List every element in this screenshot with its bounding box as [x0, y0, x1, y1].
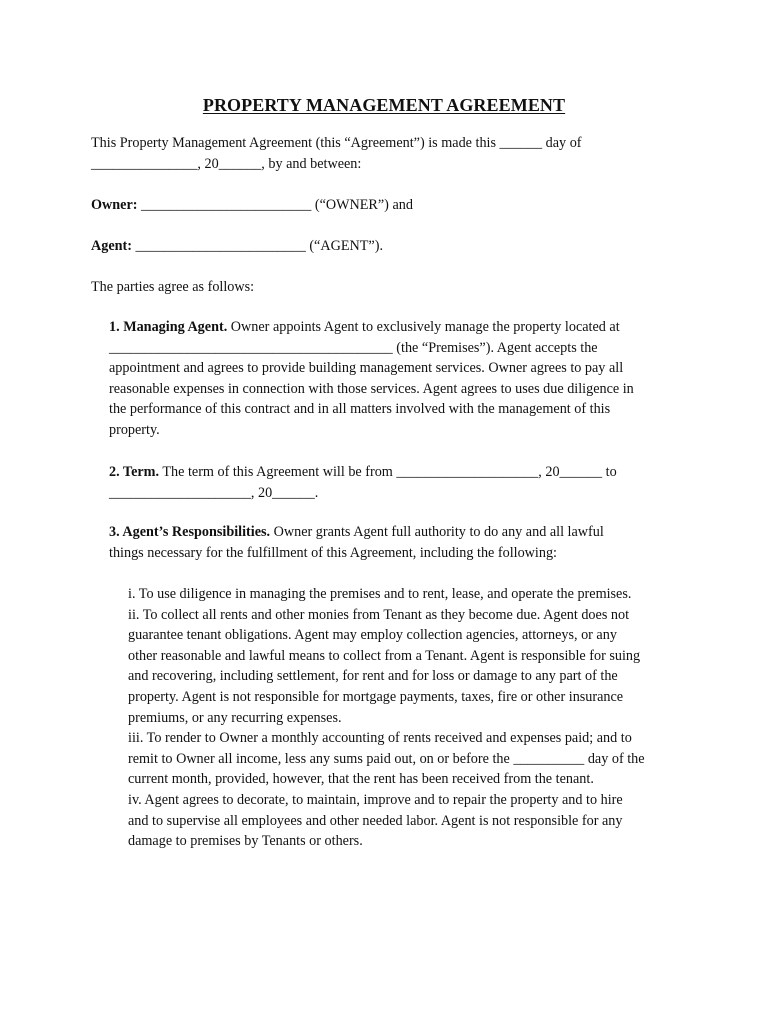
list-item: damage to premises by Tenants or others.	[128, 833, 363, 850]
agent-text: ________________________ (“AGENT”).	[131, 238, 383, 254]
list-item: premiums, or any recurring expenses.	[128, 709, 342, 726]
section-1-line: the performance of this contract and in all matters involved with the management of this	[109, 401, 611, 418]
section-1-heading: 1. Managing Agent.	[109, 319, 228, 335]
list-item: and to supervise all employees and other needed labor. Agent is not responsible for any	[128, 812, 623, 829]
intro-line-2: _______________, 20______, by and between:	[91, 155, 362, 172]
owner-line	[91, 195, 413, 216]
responsibilities-list	[128, 584, 645, 852]
agent-line	[91, 236, 383, 257]
section-1-line: property.	[109, 421, 160, 438]
list-item: remit to Owner all income, less any sums paid out, on or before the __________ day of the	[128, 750, 645, 767]
owner-text: ________________________ (“OWNER”) and	[137, 197, 413, 213]
owner-label: Owner:	[91, 197, 138, 213]
list-item: i. To use diligence in managing the premises and to rent, lease, and operate the premises.	[128, 586, 632, 602]
section-1-first-line	[109, 317, 634, 338]
list-item: guarantee tenant obligations. Agent may employ collection agencies, attorneys, or any	[128, 627, 617, 644]
section-2-line-1: The term of this Agreement will be from ____________________, 20______ to	[159, 464, 617, 480]
section-1-line: ________________________________________ (the “Premises”). Agent accepts the	[109, 339, 598, 356]
section-3-first-line	[109, 522, 604, 543]
intro-paragraph	[91, 133, 582, 174]
section-3-line-2: things necessary for the fulfillment of this Agreement, including the following:	[109, 544, 557, 561]
section-3-heading: 3. Agent’s Responsibilities.	[109, 524, 271, 540]
list-item: and recovering, including settlement, for rent and for loss or damage to any part of the	[128, 668, 618, 685]
section-1-line: appointment and agrees to provide building management services. Owner agrees to pay all	[109, 360, 624, 377]
intro-line-1: This Property Management Agreement (this “Agreement”) is made this ______ day of	[91, 135, 582, 151]
list-item: other reasonable and lawful means to collect from a Tenant. Agent is responsible for suing	[128, 647, 641, 664]
section-managing-agent	[109, 317, 634, 441]
document-title: PROPERTY MANAGEMENT AGREEMENT	[202, 95, 566, 115]
section-agent-responsibilities	[109, 522, 604, 563]
section-2-first-line	[109, 462, 617, 483]
list-item: iii. To render to Owner a monthly accounting of rents received and expenses paid; and to	[128, 730, 632, 747]
parties-statement: The parties agree as follows:	[91, 279, 255, 295]
list-item: property. Agent is not responsible for mortgage payments, taxes, fire or other insurance	[128, 688, 624, 705]
list-item: current month, provided, however, that the rent has been received from the tenant.	[128, 771, 594, 788]
section-term	[109, 462, 617, 503]
list-item: ii. To collect all rents and other monies from Tenant as they become due. Agent does not	[128, 606, 630, 623]
section-2-line-2: ____________________, 20______.	[109, 484, 319, 501]
section-2-heading: 2. Term.	[109, 464, 160, 480]
list-item: iv. Agent agrees to decorate, to maintain, improve and to repair the property and to hire	[128, 791, 623, 808]
agent-label: Agent:	[91, 238, 132, 254]
section-1-line: reasonable expenses in connection with those services. Agent agrees to uses due diligence in	[109, 380, 634, 397]
section-3-line-1: Owner grants Agent full authority to do any and all lawful	[270, 524, 604, 540]
section-1-line-1: Owner appoints Agent to exclusively manage the property located at	[227, 319, 620, 335]
